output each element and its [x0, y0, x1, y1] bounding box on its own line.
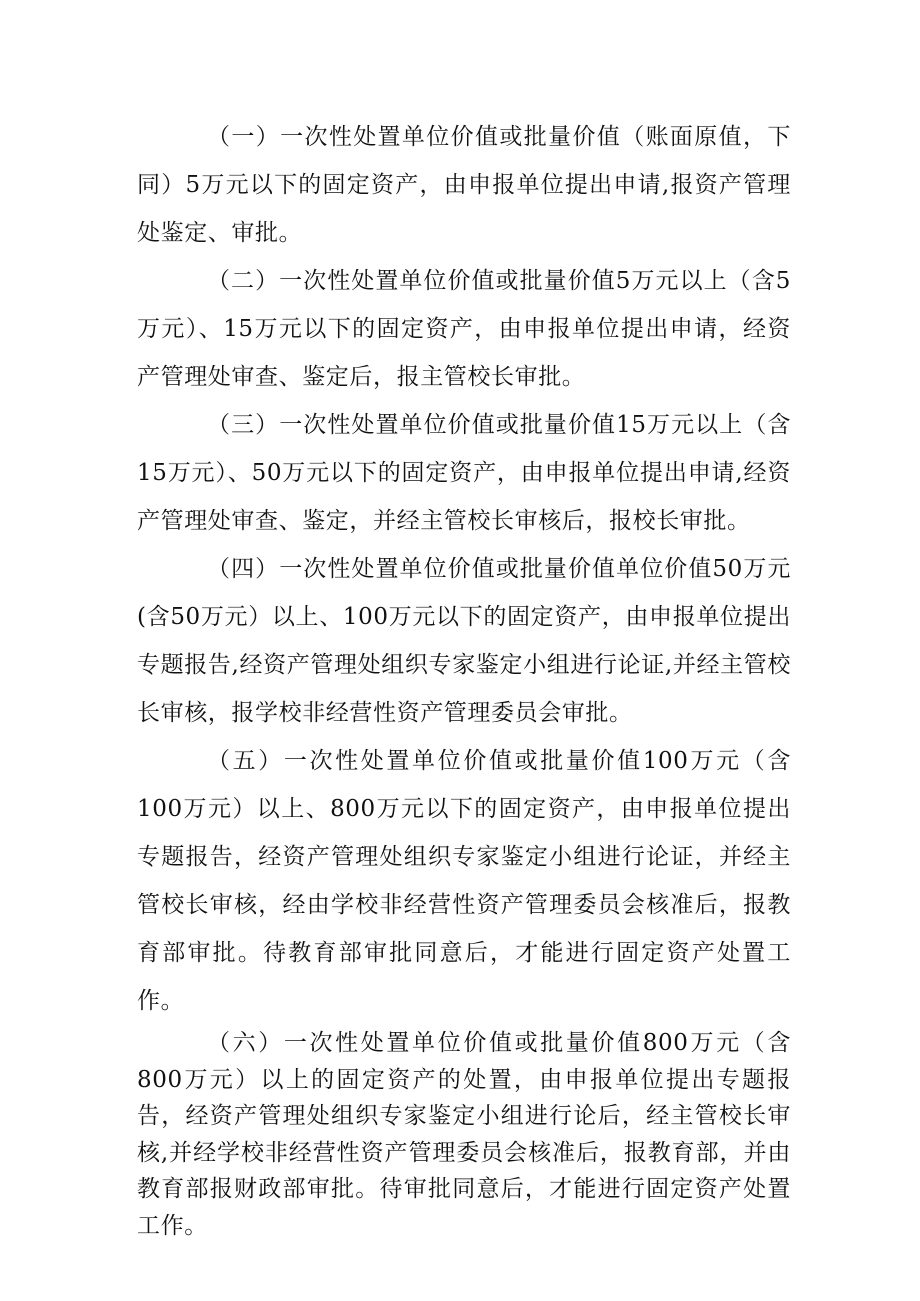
paragraph-4: （四）一次性处置单位价值或批量价值单位价值50万元(含50万元）以上、100万元以下的固定资产，由申报单位提出专题报告,经资产管理处组织专家鉴定小组进行论证,并经主管校长审核，报学校非经营性资产管理委员会审批。: [137, 556, 791, 726]
paragraph-2: （二）一次性处置单位价值或批量价值5万元以上（含5万元）、15万元以下的固定资产，由申报单位提出申请，经资产管理处审查、鉴定后，报主管校长审批。: [137, 268, 791, 390]
paragraph-3: （三）一次性处置单位价值或批量价值15万元以上（含15万元）、50万元以下的固定资产，由申报单位提出申请,经资产管理处审查、鉴定，并经主管校长审核后，报校长审批。: [137, 412, 791, 534]
paragraph-5: （五）一次性处置单位价值或批量价值100万元（含100万元）以上、800万元以下的固定资产，由申报单位提出专题报告，经资产管理处组织专家鉴定小组进行论证，并经主管校长审核，经由学校非经营性资产管理委员会核准后，报教育部审批。待教育部审批同意后，才能进行固定资产处置工作。: [137, 748, 791, 1014]
paragraph-6: （六）一次性处置单位价值或批量价值800万元（含800万元）以上的固定资产的处置，由申报单位提出专题报告，经资产管理处组织专家鉴定小组进行论后，经主管校长审核,并经学校非经营性资产管理委员会核准后，报教育部，并由教育部报财政部审批。待审批同意后，才能进行固定资产处置工作。: [137, 1030, 791, 1239]
document-body: [137, 113, 791, 1244]
paragraph-1: （一）一次性处置单位价值或批量价值（账面原值，下同）5万元以下的固定资产，由申报单位提出申请,报资产管理处鉴定、审批。: [137, 124, 791, 246]
